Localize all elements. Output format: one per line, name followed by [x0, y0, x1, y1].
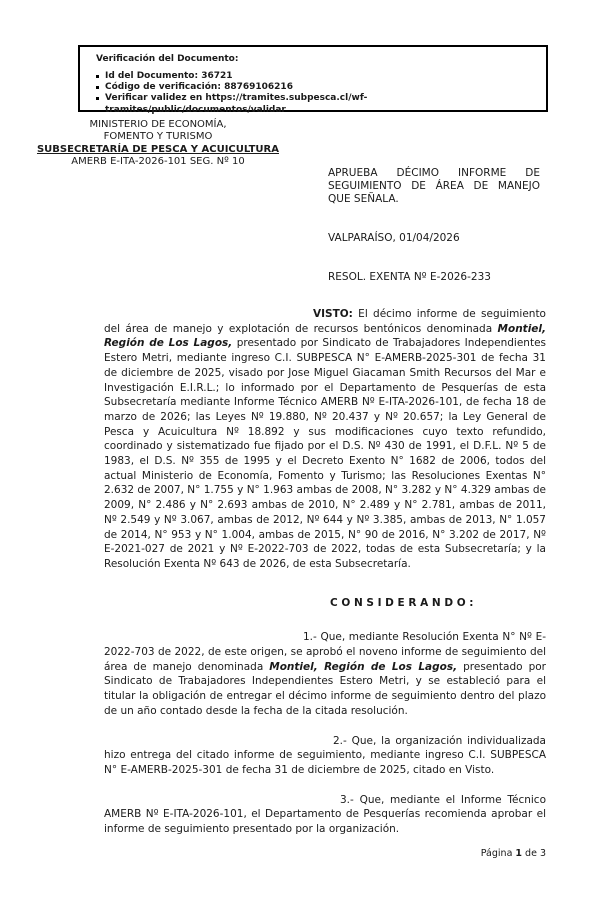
verification-item-text: Id del Documento: 36721: [105, 71, 233, 81]
amerb-reference: AMERB E-ITA-2026-101 SEG. Nº 10: [71, 156, 245, 168]
area-name-highlight: Montiel, Región de Los Lagos,: [269, 660, 458, 673]
footer-page-number: 1: [515, 848, 523, 859]
verification-title: Verificación del Documento:: [96, 54, 239, 64]
resolution-number: RESOL. EXENTA Nº E-2026-233: [328, 271, 491, 283]
verification-item-url: [96, 93, 536, 115]
subsecretaria-title: SUBSECRETARÍA DE PESCA Y ACUICULTURA: [36, 143, 279, 155]
visto-text-2: presentado por Sindicato de Trabajadores Independientes Estero Metri, mediante ingreso C.I. SUBPESCA N° E-AMERB-2025-301 de fecha 31 de diciembre de 2025, visado por Jose Miguel Giacaman Smith Recursos del Mar e Investigación E.I.R.L.; lo informado por el Departamento de Pesquerías de esta Subsecretaría mediante Informe Técnico AMERB Nº E-ITA-2026-101, de fecha 18 de marzo de 2026; las Leyes Nº 19.880, Nº 20.437 y Nº 20.657; la Ley General de Pesca y Acuicultura Nº 18.892 y sus modificaciones cuyo texto refundido, coordinado y sistematizado fue fijado por el D.S. Nº 430 de 1991, el D.F.L. Nº 5 de 1983, el D.S. Nº 355 de 1995 y el Decreto Exento N° 1682 de 2006, todos del actual Ministerio de Economía, Fomento y Turismo; las Resoluciones Exentas N° 2.632 de 2007, N° 1.755 y N° 1.963 ambas de 2008, N° 3.282 y N° 4.329 ambas de 2009, N° 2.486 y N° 2.693 ambas de 2010, N° 2.489 y N° 2.781, ambas de 2011, Nº 2.549 y Nº 3.067, ambas de 2012, Nº 644 y Nº 3.385, ambas de 2013, N° 1.057 de 2014, N° 953 y N° 1.004, ambas de 2015, N° 90 de 2016, N° 3.202 de 2017, Nº E-2021-027 de 2021 y Nº E-2022-703 de 2022, todas de esta Subsecretaría; y la Resolución Exenta Nº 643 de 2026, de esta Subsecretaría.: [104, 337, 546, 570]
place-date: VALPARAÍSO, 01/04/2026: [328, 232, 460, 244]
page-footer: [0, 848, 546, 859]
considerando-item-2: 2.- Que, la organización individualizada hizo entrega del citado informe de seguimiento, mediante ingreso C.I. SUBPESCA N° E-AMERB-2025-301 de fecha 31 de diciembre de 2025, citado en Visto.: [104, 734, 546, 776]
footer-prefix: Página: [480, 848, 516, 859]
ministry-line-2: FOMENTO Y TURISMO: [103, 131, 213, 143]
verification-url-text: Verificar validez en https://tramites.subpesca.cl/wf-tramites/public/documentos/validar: [105, 93, 368, 115]
considerando-item-3: 3.- Que, mediante el Informe Técnico AMERB Nº E-ITA-2026-101, el Departamento de Pesquerías recomienda aprobar el informe de seguimiento presentado por la organización.: [104, 793, 546, 836]
verification-item-code: [96, 82, 536, 93]
considerando-1-text-2: presentado por Sindicato de Trabajadores Independientes Estero Metri, y se estableció para el titular la obligación de entregar el décimo informe de seguimiento dentro del plazo de un año contado desde la fecha de la citada resolución.: [104, 660, 546, 717]
footer-suffix: de 3: [522, 848, 546, 859]
visto-label: VISTO:: [313, 308, 353, 320]
considerando-1-text-1: 1.- Que, mediante Resolución Exenta N° Nº E-2022-703 de 2022, de este origen, se aprobó el noveno informe de seguimiento del área de manejo denominada: [104, 631, 546, 673]
verification-box: [78, 45, 548, 115]
considerando-heading: C O N S I D E R A N D O :: [330, 596, 474, 609]
letterhead: [30, 119, 286, 169]
visto-text-1: El décimo informe de seguimiento del área de manejo y explotación de recursos bentónicos denominada: [104, 308, 546, 335]
bullet-icon: [96, 86, 99, 89]
verification-item-text: Código de verificación: 88769106216: [105, 82, 293, 93]
document-body: [104, 307, 546, 837]
considerando-item-1: [104, 630, 546, 718]
verification-item-doc-id: [96, 71, 536, 82]
bullet-icon: [96, 97, 99, 100]
ministry-line-1: MINISTERIO DE ECONOMÍA,: [89, 119, 227, 130]
area-name-highlight: Montiel, Región de Los Lagos,: [104, 322, 546, 350]
bullet-icon: [96, 75, 99, 78]
resolution-subject: APRUEBA DÉCIMO INFORME DE SEGUIMIENTO DE ÁREA DE MANEJO QUE SEÑALA.: [328, 167, 540, 205]
visto-paragraph: [104, 307, 546, 572]
verification-list: [96, 71, 536, 116]
